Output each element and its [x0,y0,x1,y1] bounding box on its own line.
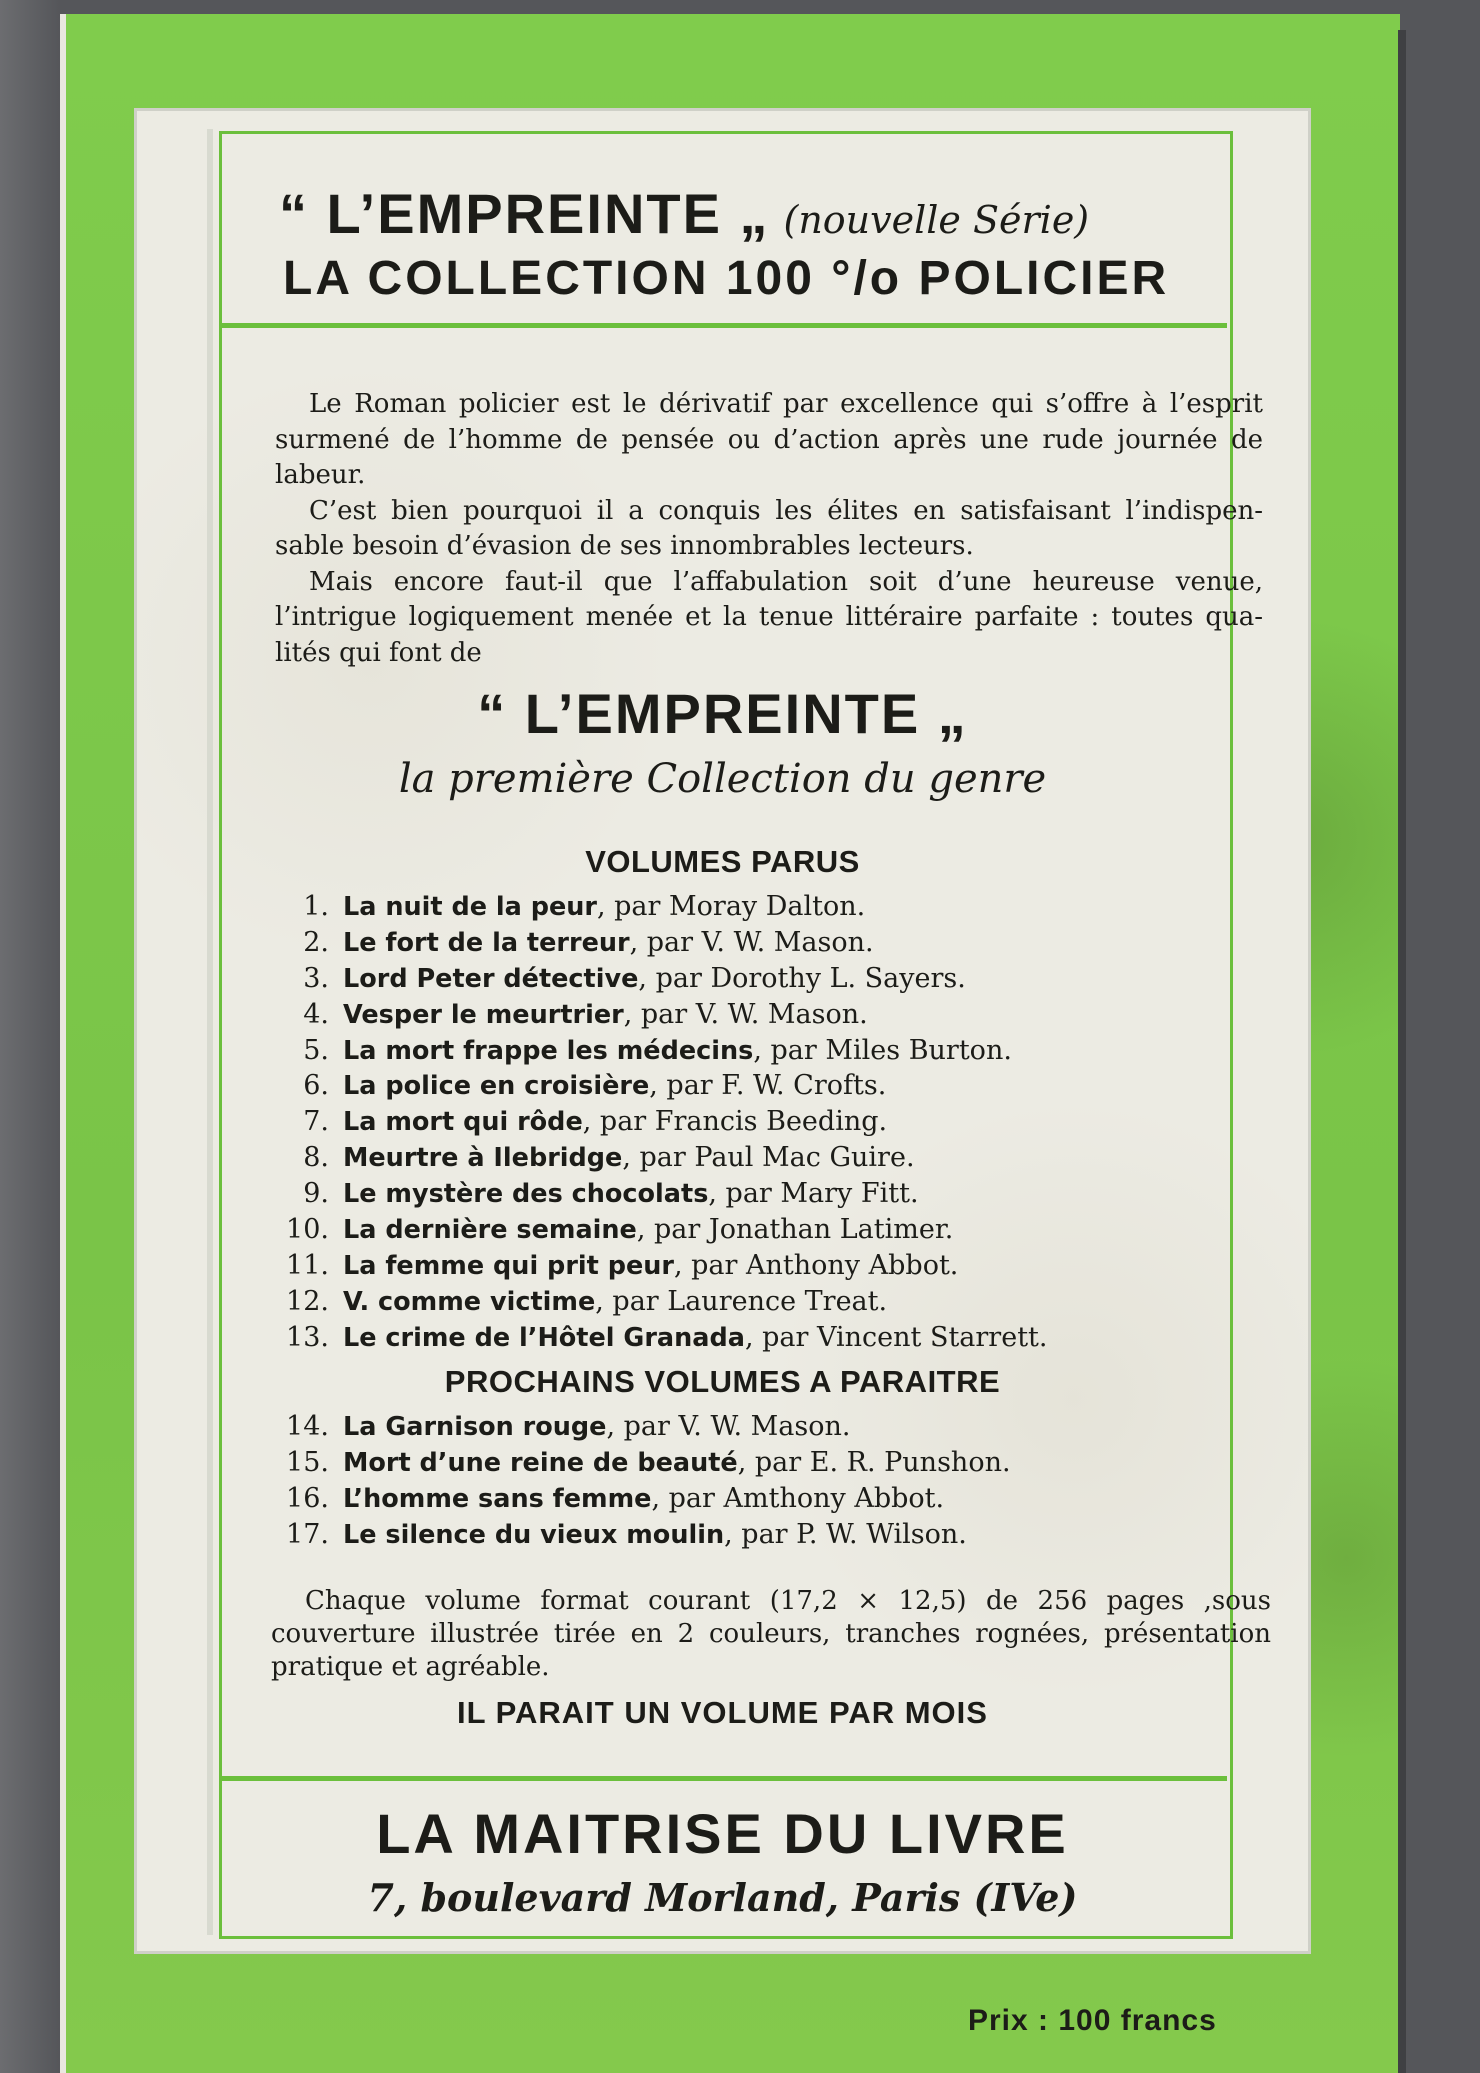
volume-author: , par Vincent Starrett. [744,1321,1048,1353]
volume-number: 3. [303,962,329,994]
volume-item [271,1248,1251,1284]
volume-number: 13. [286,1321,329,1353]
volume-number: 8. [303,1142,329,1174]
volume-item [271,1068,1251,1104]
volume-title: Lord Peter détective [343,963,639,994]
volume-number: 14. [286,1411,329,1442]
volume-author: , par Jonathan Latimer. [636,1214,954,1246]
volume-item [271,1481,1251,1517]
volume-title: Vesper le meurtrier [343,999,624,1030]
text-panel [134,108,1311,1954]
volume-number: 10. [286,1214,329,1246]
header-divider [221,323,1227,328]
volume-title: Meurtre à Ilebridge [343,1143,623,1174]
intro-text [275,387,1263,671]
volume-title: Mort d’une reine de beauté [343,1447,738,1478]
volume-title: La police en croisière [343,1071,650,1102]
volume-title: La nuit de la peur [343,892,597,922]
volume-item [271,1033,1251,1069]
publisher-divider [221,1776,1227,1781]
volume-number: 6. [303,1070,329,1102]
volume-author: , par Paul Mac Guire. [622,1142,915,1174]
volume-title: La mort qui rôde [343,1107,583,1138]
volume-title: Le silence du vieux moulin [343,1519,725,1550]
volume-title: Le crime de l’Hôtel Granada [343,1322,745,1353]
volume-item [271,1176,1251,1212]
upcoming-heading: PROCHAINS VOLUMES A PARAITRE [444,1364,1001,1399]
intro-paragraph: C’est bien pourquoi il a conquis les élites en satisfaisant l’indispen-sable besoin d’évasion de ses innombrables lecteurs. [275,495,1263,561]
volume-title: La dernière semaine [343,1215,637,1246]
volume-number: 1. [303,891,329,922]
volume-author: , par Anthony Abbot. [673,1249,959,1281]
volume-number: 4. [303,998,329,1030]
volume-author: , par V. W. Mason. [629,926,874,958]
volume-title: L’homme sans femme [343,1483,652,1514]
format-description [271,1585,1271,1684]
publisher-name: LA MAITRISE DU LIVRE [376,1802,1069,1865]
volume-number: 12. [286,1285,329,1317]
volume-author: , par Miles Burton. [753,1034,1012,1066]
price-label: Prix : 100 francs [968,2004,1217,2037]
volume-number: 11. [286,1249,329,1281]
book-spine-edge [1398,30,1406,2073]
volume-author: , par Amthony Abbot. [651,1482,945,1514]
volume-author: , par Mary Fitt. [708,1178,919,1210]
volume-item [271,961,1251,997]
brand-name: “ L’EMPREINTE „ [477,682,968,745]
volume-author: , par V. W. Mason. [606,1411,851,1442]
volume-author: , par P. W. Wilson. [724,1518,967,1550]
volume-number: 2. [303,926,329,958]
volume-title: V. comme victime [343,1286,596,1317]
collection-title [279,181,1279,246]
volume-item [271,1320,1251,1356]
volume-item [271,925,1251,961]
format-paragraph: Chaque volume format courant (17,2 × 12,5) de 256 pages ,sous couverture illustrée tirée en 2 couleurs, tranches rognées, présentation pratique et agréable. [271,1586,1271,1682]
volume-item [271,1409,1251,1445]
volume-author: , par Laurence Treat. [595,1285,888,1317]
volume-item [271,889,1251,925]
volume-item [271,1445,1251,1481]
volume-item [271,1140,1251,1176]
collection-name: “ L’EMPREINTE „ [279,182,770,245]
volume-item [271,1284,1251,1320]
intro-paragraph: Mais encore faut-il que l’affabulation soit d’une heureuse venue, l’intrigue logiquement menée et la tenue littéraire parfaite : toutes qua-lités qui font de [275,566,1263,668]
volume-item [271,1517,1251,1553]
volume-title: Le fort de la terreur [343,927,630,958]
collection-tagline: LA COLLECTIOΝ 100 °/o POLICIER [283,252,1170,305]
published-heading: VOLUMES PARUS [585,844,860,879]
volume-number: 16. [286,1482,329,1514]
volume-title: La mort frappe les médecins [343,1035,754,1066]
series-note: (nouvelle Série) [783,198,1090,242]
volume-number: 15. [286,1446,329,1478]
volume-author: , par Francis Beeding. [582,1106,888,1138]
volume-author: , par Dorothy L. Sayers. [638,962,966,994]
volume-item [271,1104,1251,1140]
panel-edge-line [207,129,213,1935]
volume-author: , par F. W. Crofts. [649,1070,887,1102]
volume-item [271,1212,1251,1248]
published-list [271,889,1251,1356]
volume-number: 7. [303,1106,329,1138]
intro-paragraph: Le Roman policier est le dérivatif par excellence qui s’offre à l’esprit surmené de l’homme de pensée ou d’action après une rude journée de labeur. [275,389,1263,490]
volume-title: La Garnison rouge [343,1412,607,1442]
volume-author: , par Moray Dalton. [596,891,866,922]
publisher-address: 7, boulevard Morland, Paris (IVe) [367,1875,1078,1920]
volume-title: Le mystère des chocolats [343,1179,709,1210]
volume-title: La femme qui prit peur [343,1250,674,1281]
volume-number: 17. [286,1518,329,1550]
volume-number: 5. [303,1034,329,1066]
volume-number: 9. [303,1178,329,1210]
volume-author: , par V. W. Mason. [623,998,868,1030]
brand-tagline: la première Collection du genre [398,756,1047,802]
publication-frequency: IL PARAIT UN VOLUME PAR MOIS [457,1695,988,1730]
upcoming-list [271,1409,1251,1553]
volume-item [271,997,1251,1033]
volume-author: , par E. R. Punshon. [737,1446,1011,1478]
